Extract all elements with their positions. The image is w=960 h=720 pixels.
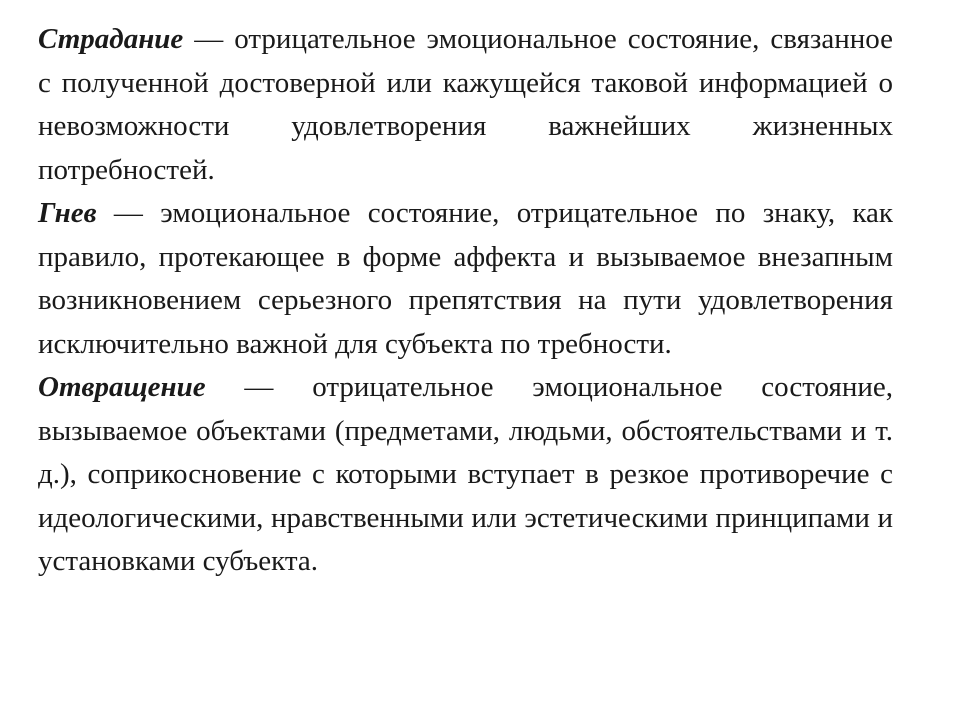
definition-anger (38, 192, 893, 366)
definition-suffering (38, 18, 893, 192)
term-anger: Гнев (38, 197, 97, 229)
term-disgust: Отвращение (38, 371, 206, 403)
slide-content (38, 18, 893, 584)
definition-anger-text: — эмоциональное состояние, отрицательное по знаку, как правило, протекающее в форме аффекта и вызываемое внезапным возникновением серьезного препятствия на пути удовлетворения исключительно важной для субъекта по требности. (38, 197, 893, 360)
definition-disgust (38, 366, 893, 584)
term-suffering: Страдание (38, 23, 184, 55)
definition-disgust-text: — отрицательное эмоциональное состояние, вызываемое объектами (предметами, людьми, обстоятельствами и т. д.), соприкосновение с которыми вступает в резкое противоречие с идеологическими, нравственными или эстетическими принципами и установками субъекта. (38, 371, 893, 577)
definition-suffering-text: — отрицательное эмоциональное состояние, связанное с полученной достоверной или кажущейся таковой информацией о невозможности удовлетворения важнейших жизненных потребностей. (38, 23, 893, 186)
